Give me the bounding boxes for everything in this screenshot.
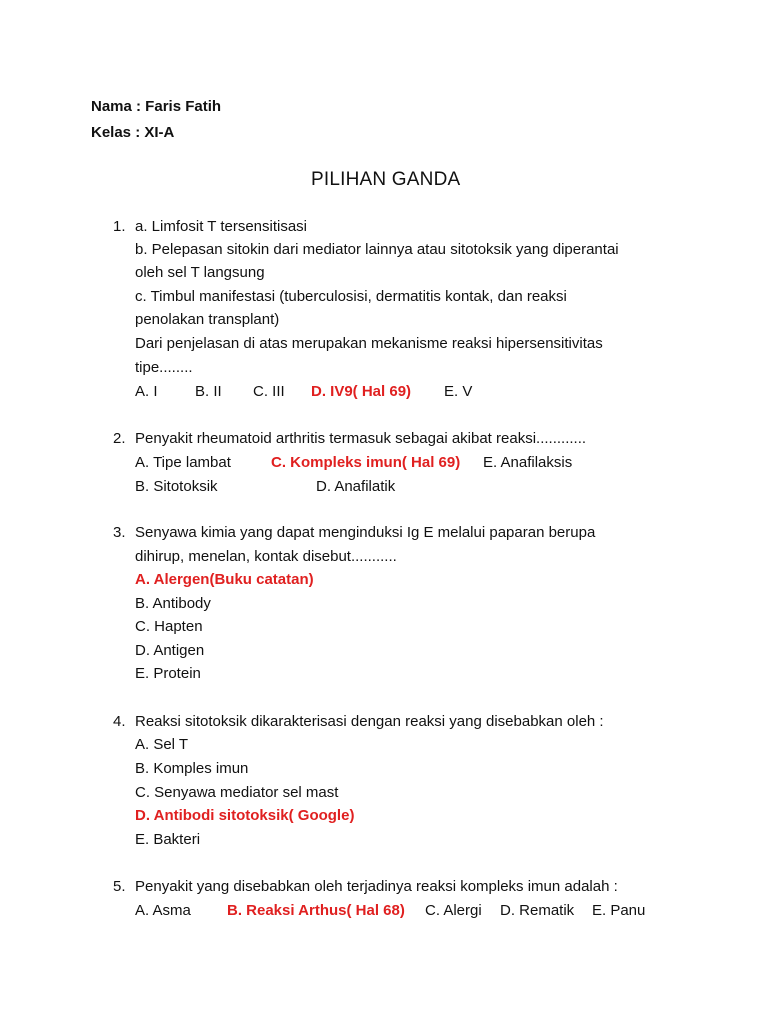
q2-option-d: D. Anafilatik (316, 478, 396, 495)
q1-line-d2: tipe........ (135, 359, 193, 376)
q4-option-c: C. Senyawa mediator sel mast (135, 784, 339, 801)
q5-option-e: E. Panu (592, 902, 646, 919)
q4-stem: Reaksi sitotoksik dikarakterisasi dengan reaksi yang disebabkan oleh : (135, 713, 604, 730)
q5-stem: Penyakit yang disebabkan oleh terjadinya reaksi kompleks imun adalah : (135, 878, 618, 895)
q3-option-d: D. Antigen (135, 642, 205, 659)
q5-number: 5. (113, 878, 126, 895)
q1-option-b: B. II (195, 383, 222, 400)
q4-option-b: B. Komples imun (135, 760, 249, 777)
student-class: Kelas : XI-A (91, 124, 175, 141)
q3-stem-line2: dihirup, menelan, kontak disebut........... (135, 548, 397, 565)
q4-option-a: A. Sel T (135, 736, 189, 753)
q4-option-d-answer: D. Antibodi sitotoksik( Google) (135, 807, 355, 824)
q1-line-c2: penolakan transplant) (135, 311, 280, 328)
q5-option-b-answer: B. Reaksi Arthus( Hal 68) (227, 902, 405, 919)
q1-line-c1: c. Timbul manifestasi (tuberculosisi, dermatitis kontak, dan reaksi (135, 288, 567, 305)
q5-option-d: D. Rematik (500, 902, 575, 919)
q2-option-c-answer: C. Kompleks imun( Hal 69) (271, 454, 461, 471)
q3-stem-line1: Senyawa kimia yang dapat menginduksi Ig E melalui paparan berupa (135, 524, 596, 541)
q2-number: 2. (113, 430, 126, 447)
q3-option-c: C. Hapten (135, 618, 203, 635)
q4-number: 4. (113, 713, 126, 730)
q2-option-b: B. Sitotoksik (135, 478, 218, 495)
q1-line-b2: oleh sel T langsung (135, 264, 265, 281)
q1-number: 1. (113, 218, 126, 235)
q1-option-a: A. I (135, 383, 158, 400)
q1-line-d1: Dari penjelasan di atas merupakan mekanisme reaksi hipersensitivitas (135, 335, 603, 352)
q1-option-d-answer: D. IV9( Hal 69) (311, 383, 412, 400)
q2-option-a: A. Tipe lambat (135, 454, 231, 471)
q5-option-a: A. Asma (135, 902, 191, 919)
q1-line-b1: b. Pelepasan sitokin dari mediator lainnya atau sitotoksik yang diperantai (135, 241, 619, 258)
page-title: PILIHAN GANDA (311, 169, 461, 190)
q3-number: 3. (113, 524, 126, 541)
q1-option-e: E. V (444, 383, 473, 400)
q1-option-c: C. III (253, 383, 285, 400)
q5-option-c: C. Alergi (425, 902, 482, 919)
q4-option-e: E. Bakteri (135, 831, 201, 848)
q3-option-b: B. Antibody (135, 595, 211, 612)
q3-option-e: E. Protein (135, 665, 201, 682)
q2-stem: Penyakit rheumatoid arthritis termasuk sebagai akibat reaksi............ (135, 430, 587, 447)
q1-line-a: a. Limfosit T tersensitisasi (135, 218, 308, 235)
student-name: Nama : Faris Fatih (91, 98, 222, 115)
q2-option-e: E. Anafilaksis (483, 454, 573, 471)
q3-option-a-answer: A. Alergen(Buku catatan) (135, 571, 314, 588)
